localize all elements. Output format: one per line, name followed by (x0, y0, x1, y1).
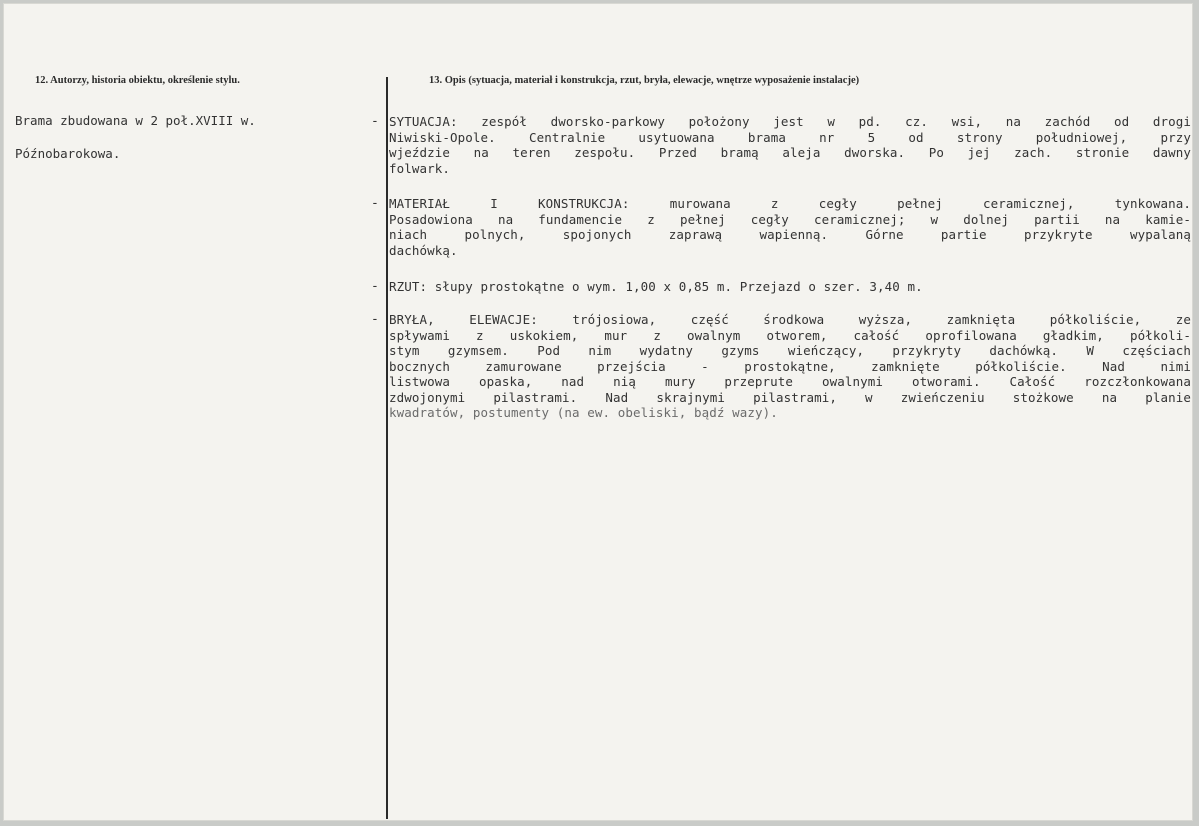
text-line: bocznych zamurowane przejścia - prostokątne, zamknięte półkoliście. Nad nimi (389, 358, 1191, 374)
text-line: folwark. (389, 160, 451, 176)
text-line: listwowa opaska, nad nią mury przeprute owalnymi otworami. Całość rozczłonkowana (389, 374, 1191, 389)
text-line: stym gzymsem. Pod nim wydatny gzyms wieńczący, przykryty dachówką. W częściach (389, 343, 1191, 358)
bullet-dash: - (371, 279, 379, 294)
text-line: Niwiski-Opole. Centralnie usytuowana brama nr 5 od strony południowej, przy (389, 129, 1191, 145)
text-line: wjeździe na teren zespołu. Przed bramą aleja dworska. Po jej zach. stronie dawny (389, 145, 1191, 160)
text-line: RZUT: słupy prostokątne o wym. 1,00 x 0,85 m. Przejazd o szer. 3,40 m. (389, 279, 923, 294)
document-sheet (3, 3, 1193, 821)
text-line: BRYŁA, ELEWACJE: trójosiowa, część środkowa wyższa, zamknięta półkoliście, ze (389, 312, 1191, 327)
text-line: zdwojonymi pilastrami. Nad skrajnymi pilastrami, w zwieńczeniu stożkowe na planie (389, 389, 1191, 405)
section-13-header: 13. Opis (sytuacja, materiał i konstrukcja, rzut, bryła, elewacje, wnętrze wyposażenie instalacje) (429, 75, 860, 86)
column-divider (386, 77, 388, 819)
bullet-dash: - (371, 312, 379, 327)
style-text: Późnobarokowa. (15, 146, 121, 161)
bullet-dash: - (371, 114, 379, 129)
text-line: Posadowiona na fundamencie z pełnej cegły ceramicznej; w dolnej partii na kamie- (389, 211, 1191, 227)
section-12-header: 12. Autorzy, historia obiektu, określenie stylu. (35, 75, 240, 86)
construction-date-text: Brama zbudowana w 2 poł.XVIII w. (15, 113, 256, 128)
text-line: kwadratów, postumenty (na ew. obeliski, bądź wazy). (389, 405, 778, 420)
text-line: MATERIAŁ I KONSTRUKCJA: murowana z cegły pełnej ceramicznej, tynkowana. (389, 196, 1191, 211)
text-line: SYTUACJA: zespół dworsko-parkowy położony jest w pd. cz. wsi, na zachód od drogi (389, 114, 1191, 129)
text-line: dachówką. (389, 242, 458, 258)
text-line: spływami z uskokiem, mur z owalnym otworem, całość oprofilowana gładkim, półkoli- (389, 327, 1191, 343)
bullet-dash: - (371, 196, 379, 211)
text-line: niach polnych, spojonych zaprawą wapienną. Górne partie przykryte wypalaną (389, 227, 1191, 242)
